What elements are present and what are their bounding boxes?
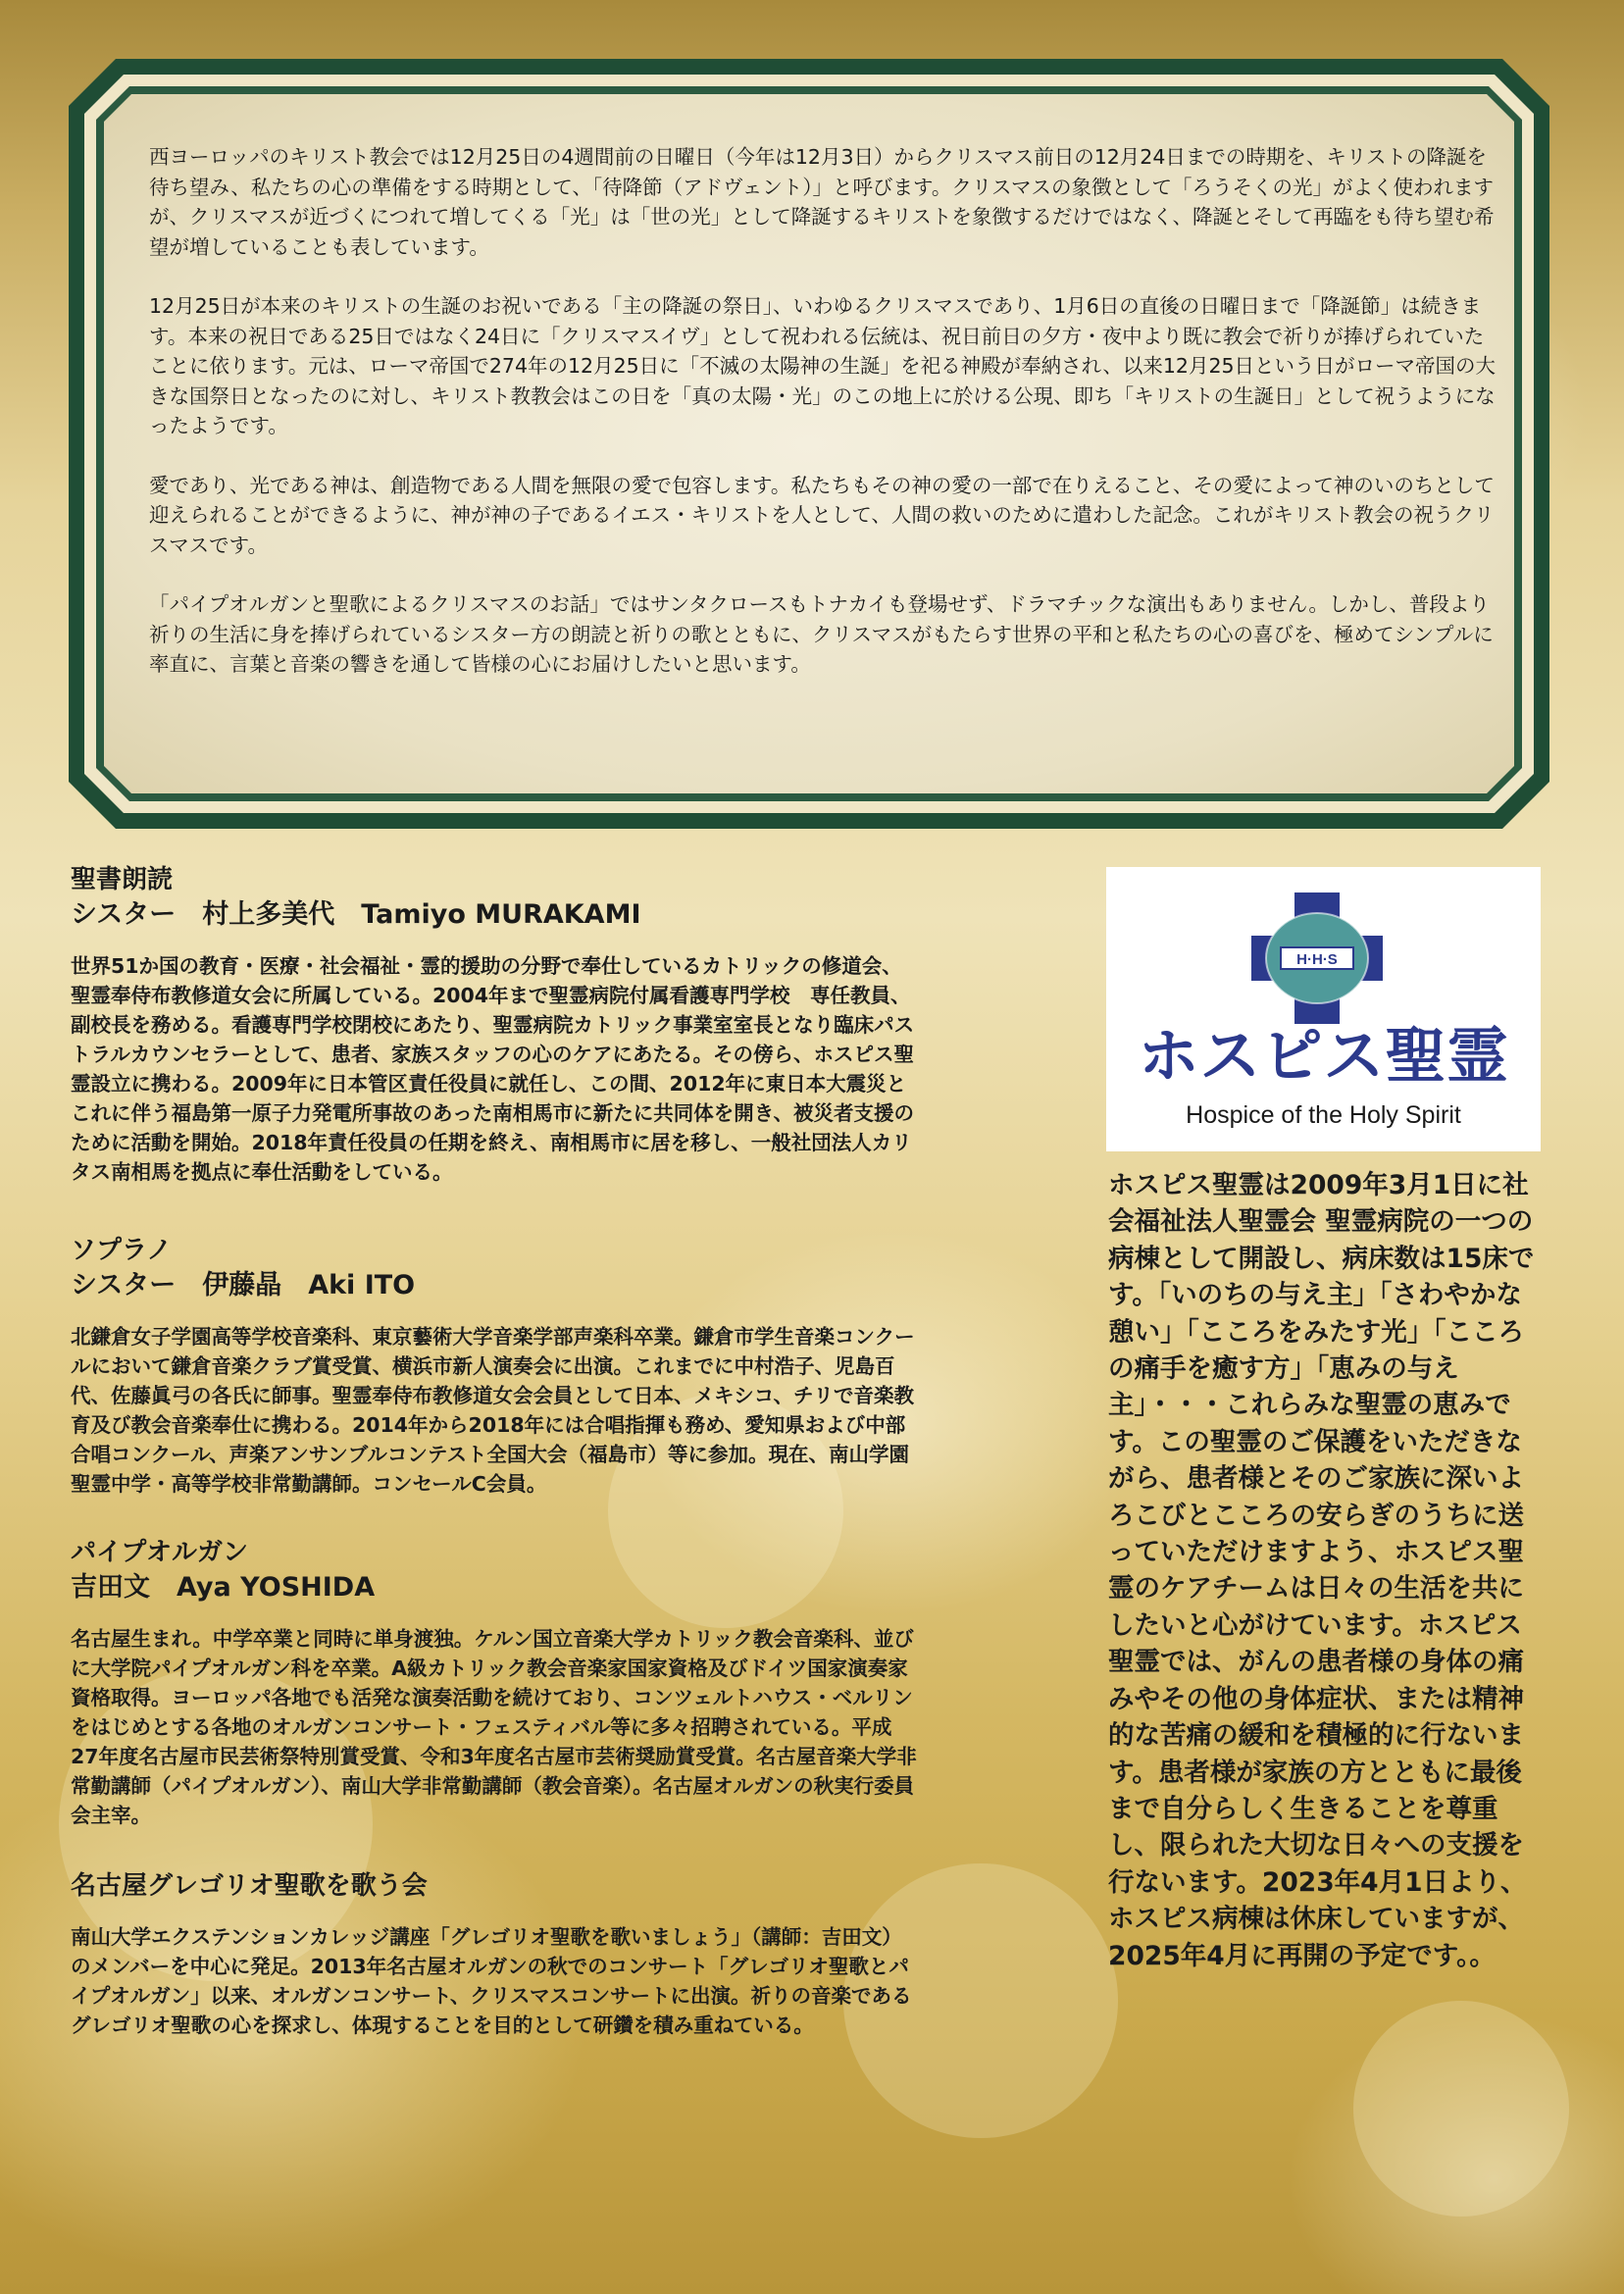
profile-organ [71, 1536, 919, 1830]
hospice-emblem-icon [1243, 885, 1391, 1032]
profile-bio: 北鎌倉女子学園高等学校音楽科、東京藝術大学音楽学部声楽科卒業。鎌倉市学生音楽コンクールにおいて鎌倉音楽クラブ賞受賞、横浜市新人演奏会に出演。これまでに中村浩子、児島百代、佐藤眞弓の各氏に師事。聖霊奉侍布教修道女会会員として日本、メキシコ、チリで音楽教育及び教会音楽奉仕に携わる。2014年から2018年には合唱指揮も務め、愛知県および中部合唱コンクール、声楽アンサンブルコンテスト全国大会（福島市）等に参加。現在、南山学園聖霊中学・高等学校非常勤講師。コンセールC会員。 [71, 1325, 915, 1496]
profile-soprano [71, 1234, 919, 1499]
profile-role: 名古屋グレゴリオ聖歌を歌う会 [71, 1871, 428, 1901]
intro-text [149, 142, 1497, 709]
profile-role: パイプオルガン [71, 1538, 248, 1567]
intro-paragraph: 「パイプオルガンと聖歌によるクリスマスのお話」ではサンタクロースもトナカイも登場せず、ドラマチックな演出もありません。しかし、普段より祈りの生活に身を捧げられているシスター方の朗読と祈りの歌とともに、クリスマスがもたらす世界の平和と私たちの心の喜びを、極めてシンプルに率直に、言葉と音楽の響きを通して皆様の心にお届けしたいと思います。 [149, 592, 1494, 676]
performer-profiles [71, 863, 919, 2075]
profile-name: シスター 村上多美代 Tamiyo MURAKAMI [71, 899, 641, 930]
hospice-name-en: Hospice of the Holy Spirit [1186, 1101, 1461, 1129]
intro-paragraph: 愛であり、光である神は、創造物である人間を無限の愛で包容します。私たちもその神の愛の一部で在りえること、その愛によって神のいのちとして迎えられることができるように、神が神の子であるイエス・キリストを人として、人間の救いのために遣わした記念。これがキリスト教会の祝うクリスマスです。 [149, 473, 1495, 557]
hospice-description [1108, 1167, 1545, 1974]
profile-bio: 南山大学エクステンションカレッジ講座「グレゴリオ聖歌を歌いましょう」（講師：吉田文）のメンバーを中心に発足。2013年名古屋オルガンの秋でのコンサート「グレゴリオ聖歌とパイプオルガン」以来、オルガンコンサート、クリスマスコンサートに出演。祈りの音楽であるグレゴリオ聖歌の心を探求し、体現することを目的として研鑽を積み重ねている。 [71, 1925, 912, 2037]
profile-reading [71, 863, 919, 1187]
hospice-description-text: ホスピス聖霊は2009年3月1日に社会福祉法人聖霊会 聖霊病院の一つの病棟として開設し、病床数は15床です。「いのちの与え主」「さわやかな憩い」「こころをみたす光」「こころの痛手を癒す方」「恵みの与え主」・・・これらみな聖霊の恵みです。この聖霊のご保護をいただきながら、患者様とそのご家族に深いよろこびとこころの安らぎのうちに送っていただけますよう、ホスピス聖霊のケアチームは日々の生活を共にしたいと心がけています。ホスピス聖霊では、がんの患者様の身体の痛みやその他の身体症状、または精神的な苦痛の緩和を積極的に行ないます。患者様が家族の方とともに最後まで自分らしく生きることを尊重し、限られた大切な日々への支援を行ないます。2023年4月1日より、ホスピス病棟は休床していますが、2025年4月に再開の予定です。。 [1108, 1170, 1535, 1971]
bokeh-light [1353, 2001, 1569, 2217]
profile-role: ソプラノ [71, 1236, 173, 1265]
hospice-emblem-text: H·H·S [1296, 951, 1338, 968]
profile-bio: 名古屋生まれ。中学卒業と同時に単身渡独。ケルン国立音楽大学カトリック教会音楽科、並びに大学院パイプオルガン科を卒業。A級カトリック教会音楽家国家資格及びドイツ国家演奏家資格取得。ヨーロッパ各地でも活発な演奏活動を続けており、コンツェルトハウス・ベルリンをはじめとする各地のオルガンコンサート・フェスティバル等に多々招聘されている。平成27年度名古屋市民芸術祭特別賞受賞、令和3年度名古屋市芸術奨励賞受賞。名古屋音楽大学非常勤講師（パイプオルガン）、南山大学非常勤講師（教会音楽）。名古屋オルガンの秋実行委員会主宰。 [71, 1627, 917, 1827]
intro-paragraph: 西ヨーロッパのキリスト教会では12月25日の4週間前の日曜日（今年は12月3日）からクリスマス前日の12月24日までの時期を、キリストの降誕を待ち望み、私たちの心の準備をする時期として、「待降節（アドヴェント）」と呼びます。クリスマスの象徴として「ろうそくの光」がよく使われますが、クリスマスが近づくにつれて増してくる「光」は「世の光」として降誕するキリストを象徴するだけではなく、降誕とそして再臨をも待ち望む希望が増していることも表しています。 [149, 145, 1495, 259]
profile-choir [71, 1869, 919, 2040]
profile-role: 聖書朗読 [71, 865, 174, 894]
intro-paragraph: 12月25日が本来のキリストの生誕のお祝いである「主の降誕の祭日」、いわゆるクリスマスであり、1月6日の直後の日曜日まで「降誕節」は続きます。本来の祝日である25日ではなく24日に「クリスマスイヴ」として祝われる伝統は、祝日前日の夕方・夜中より既に教会で祈りが捧げられていたことに依ります。元は、ローマ帝国で274年の12月25日に「不滅の太陽神の生誕」を祀る神殿が奉納され、以来12月25日という日がローマ帝国の大きな国祭日となったのに対し、キリスト教教会はこの日を「真の太陽・光」のこの地上に於ける公現、即ち「キリストの生誕日」として祝うようになったようです。 [149, 294, 1497, 437]
hospice-logo [1106, 867, 1541, 1151]
hospice-name-ja: ホスピス聖霊 [1138, 1020, 1509, 1092]
profile-name: シスター 伊藤晶 Aki ITO [71, 1270, 416, 1300]
profile-name: 吉田文 Aya YOSHIDA [71, 1572, 376, 1603]
profile-bio: 世界51か国の教育・医療・社会福祉・霊的援助の分野で奉仕しているカトリックの修道会、聖霊奉侍布教修道女会に所属している。2004年まで聖霊病院付属看護専門学校 専任教員、副校長を務める。看護専門学校閉校にあたり、聖霊病院カトリック事業室室長となり臨床パストラルカウンセラーとして、患者、家族スタッフの心のケアにあたる。その傍ら、ホスピス聖霊設立に携わる。2009年に日本管区責任役員に就任し、この間、2012年に東日本大震災とこれに伴う福島第一原子力発電所事故のあった南相馬市に新たに共同体を開き、被災者支援のために活動を開始。2018年責任役員の任期を終え、南相馬市に居を移し、一般社団法人カリタス南相馬を拠点に奉仕活動をしている。 [71, 954, 915, 1184]
